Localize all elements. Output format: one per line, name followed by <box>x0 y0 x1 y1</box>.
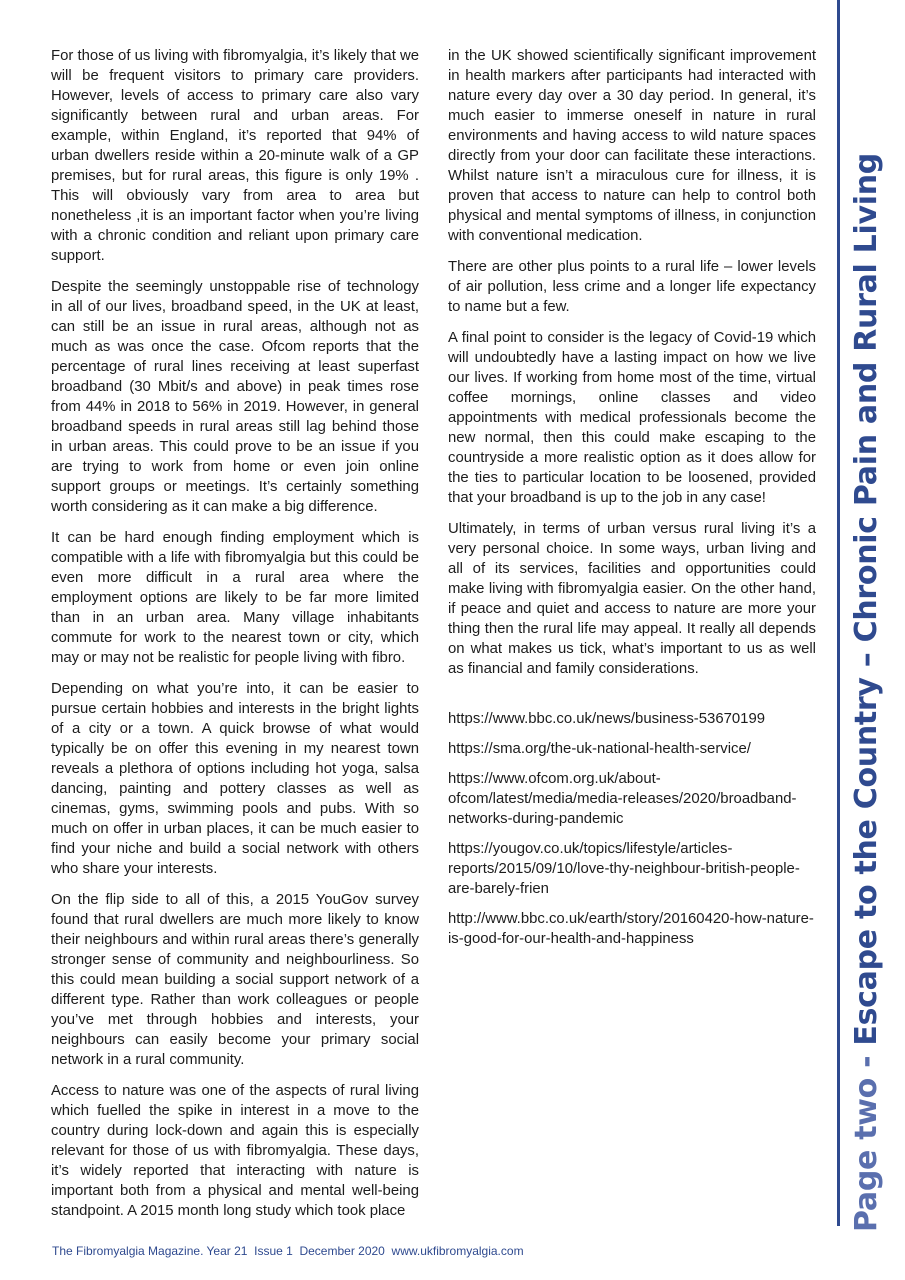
body-paragraph: A final point to consider is the legacy of Covid-19 which will undoubtedly have a lasting impact on how we live our lives. If working from home most of the time, virtual coffee mornings, online classes and video appointments with medical professionals become the new normal, then this could make escaping to the countryside a more realistic option as it does allow for the ties to particular location to be loosened, provided that your broadband is up to the job in any case! <box>448 330 816 506</box>
body-paragraph: Depending on what you’re into, it can be easier to pursue certain hobbies and interests in the bright lights of a city or a town. A quick browse of what would typically be on offer this evening in my nearest town reveals a plethora of options including hot yoga, salsa dancing, painting and pottery classes as well as cinemas, gyms, swimming pools and pubs. With so much on offer in urban places, it can be much easier to find your niche and build a social network with others who share your interests. <box>51 681 419 877</box>
reference-link[interactable]: https://yougov.co.uk/topics/lifestyle/articles-reports/2015/09/10/love-thy-neighbour-british-people-are-barely-frien <box>448 841 800 897</box>
reference-link[interactable]: http://www.bbc.co.uk/earth/story/20160420-how-nature-is-good-for-our-health-and-happiness <box>448 911 814 947</box>
page-title-prefix: Page two - <box>849 1045 884 1232</box>
reference-link[interactable]: https://www.bbc.co.uk/news/business-53670199 <box>448 711 766 727</box>
references-list <box>448 709 816 949</box>
body-paragraph: Access to nature was one of the aspects of rural living which fuelled the spike in interest in a move to the country during lock-down and again this is especially relevant for those of us with fibromyalgia. These days, it’s widely reported that interacting with nature is important both from a physical and mental well-being standpoint. A 2015 month long study which took place <box>51 1083 419 1219</box>
right-column <box>448 46 816 959</box>
reference-link[interactable]: https://sma.org/the-uk-national-health-service/ <box>448 741 751 757</box>
page-title-main: Escape to the Country – Chronic Pain and Rural Living <box>849 153 884 1046</box>
body-paragraph: Despite the seemingly unstoppable rise of technology in all of our lives, broadband speed, in the UK at least, can still be an issue in rural areas, although not as much as was once the case. Ofcom reports that the percentage of rural lines receiving at least superfast broadband (30 Mbit/s and above) in peak times rose from 44% in 2018 to 56% in 2019. However, in general broadband speeds in rural areas still lag behind those in urban areas. This could prove to be an issue if you are trying to work from home or even join online support groups or meetings. It’s certainly something worth considering as it can make a big difference. <box>51 279 419 515</box>
body-paragraph: It can be hard enough finding employment which is compatible with a life with fibromyalgia but this could be even more difficult in a rural area where the employment options are likely to be far more limited than in an urban area. Many village inhabitants commute for work to the nearest town or city, which may or may not be realistic for people living with fibro. <box>51 530 419 666</box>
page-title <box>849 153 885 1232</box>
body-paragraph: For those of us living with fibromyalgia, it’s likely that we will be frequent visitors to primary care providers. However, levels of access to primary care also vary significantly between rural and urban areas. For example, within England, it’s reported that 94% of urban dwellers reside within a 20-minute walk of a GP premises, but for rural areas, this figure is only 19% . This will obviously vary from area to area but nonetheless ,it is an important factor when you’re living with a chronic condition and reliant upon primary care support. <box>51 48 420 264</box>
body-paragraph: There are other plus points to a rural life – lower levels of air pollution, less crime and a longer life expectancy to name but a few. <box>448 259 816 315</box>
reference-link[interactable]: https://www.ofcom.org.uk/about-ofcom/latest/media/media-releases/2020/broadband-networks-during-pandemic <box>448 771 797 827</box>
body-paragraph: On the flip side to all of this, a 2015 YouGov survey found that rural dwellers are much more likely to know their neighbours and within rural areas there’s generally stronger sense of community and neighbourliness. So this could mean building a social support network of a different type. Rather than work colleagues or people you’ve met through hobbies and interests, your neighbours can easily become your primary social network in a rural community. <box>51 892 419 1068</box>
body-paragraph: Ultimately, in terms of urban versus rural living it’s a very personal choice. In some ways, urban living and all of its services, facilities and opportunities could make living with fibromyalgia easier. On the other hand, if peace and quiet and access to nature are more your thing then the rural life may appeal. It really all depends on what makes us tick, what’s important to us as well as financial and family considerations. <box>448 521 816 677</box>
footer-credit: The Fibromyalgia Magazine. Year 21 Issue 1 December 2020 www.ukfibromyalgia.com <box>52 1244 524 1258</box>
vertical-rule <box>837 0 840 1226</box>
body-paragraph: in the UK showed scientifically significant improvement in health markers after participants had interacted with nature every day over a 30 day period. In general, it’s much easier to immerse oneself in nature in rural environments and having access to wild nature spaces directly from your door can facilitate these interactions. Whilst nature isn’t a miraculous cure for illness, it is proven that access to nature can help to control both physical and mental symptoms of illness, in conjunction with conventional medication. <box>448 48 816 244</box>
left-column <box>51 46 419 1232</box>
